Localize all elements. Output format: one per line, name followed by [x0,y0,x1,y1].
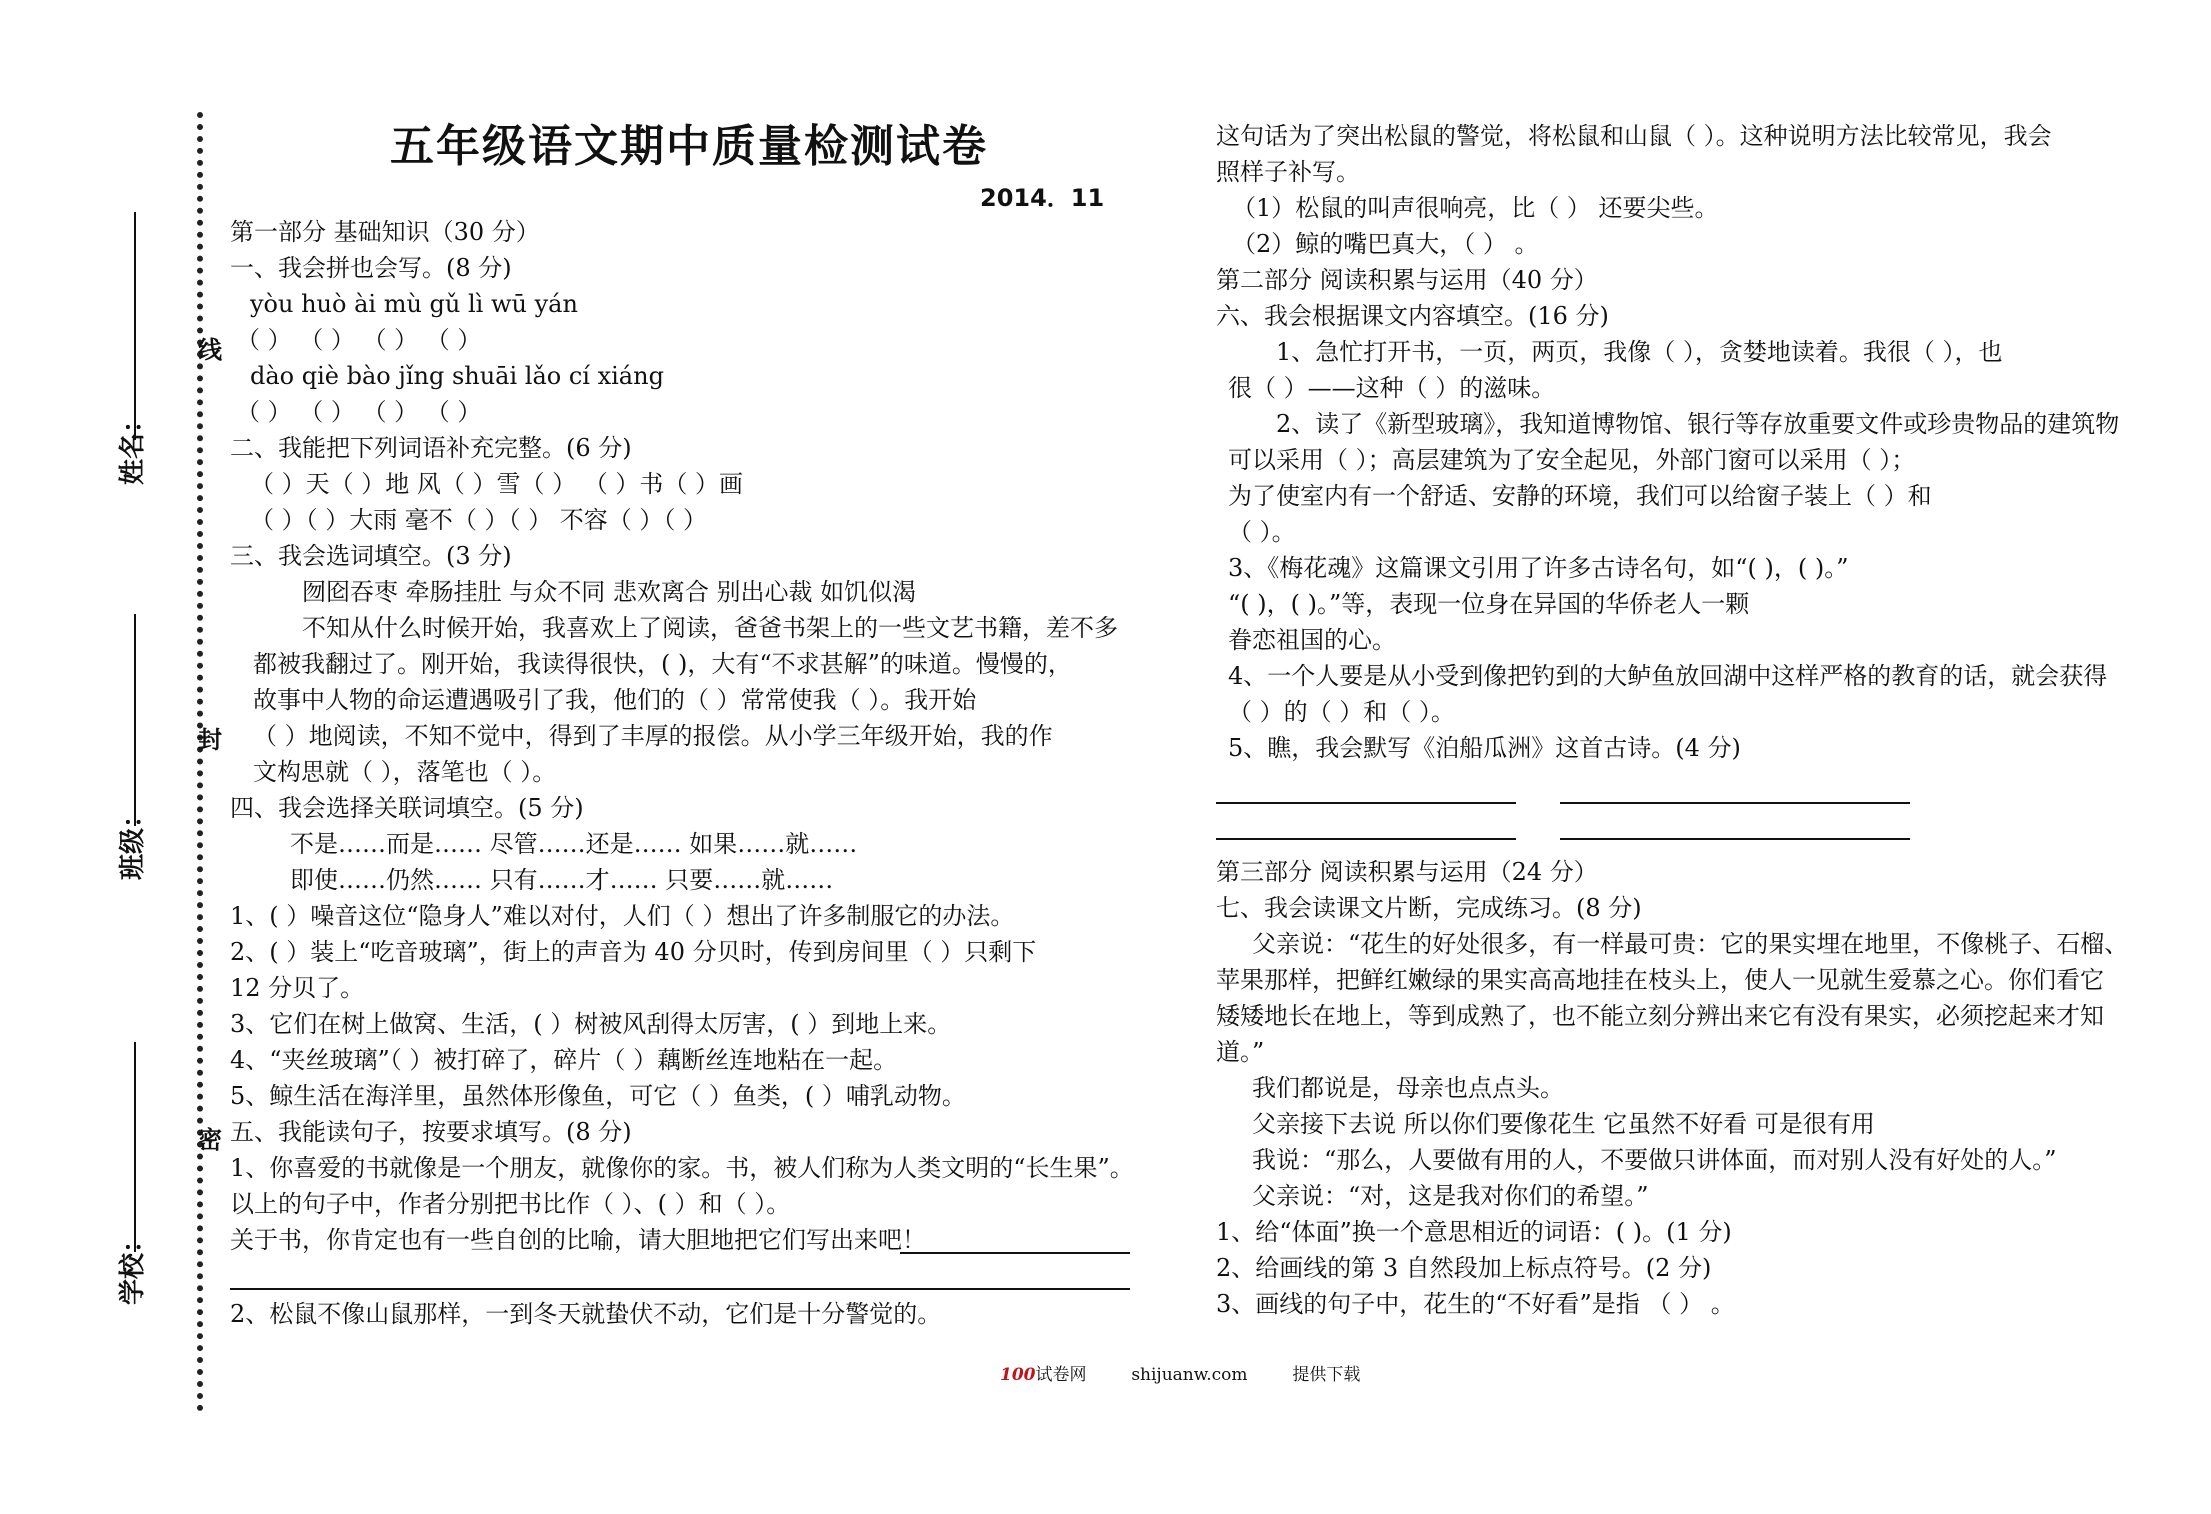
passage-line: 父亲说：“对，这是我对你们的希望。” [1252,1182,1649,1210]
question-line: 2、松鼠不像山鼠那样，一到冬天就蛰伏不动，它们是十分警觉的。 [230,1300,942,1328]
question-line[interactable]: 1、给“体面”换一个意思相近的词语：( )。(1 分) [1216,1218,1732,1246]
footer-logo: 100 [1000,1365,1036,1385]
question-line: 5、瞧，我会默写《泊船瓜洲》这首古诗。(4 分) [1228,734,1741,762]
question-line[interactable]: 很（ ）——这种（ ）的滋味。 [1228,374,1556,402]
passage-line: 我说：“那么，人要做有用的人，不要做只讲体面，而对别人没有好处的人。” [1252,1146,2057,1174]
question-line: 眷恋祖国的心。 [1228,626,1396,654]
section-heading: 四、我会选择关联词填空。(5 分) [230,794,584,822]
cut-mark-mi: 密 [198,1125,222,1154]
answer-underline[interactable] [900,1252,1130,1254]
cut-mark-xian: 线 [198,335,222,364]
passage-line: 苹果那样，把鲜红嫩绿的果实高高地挂在枝头上，使人一见就生爱慕之心。你们看它 [1216,966,2104,994]
answer-blanks-row[interactable]: （ ） （ ） （ ） （ ） [236,398,482,426]
name-field[interactable] [134,212,136,440]
poem-answer-line[interactable] [1560,838,1910,840]
question-line[interactable]: 5、鲸生活在海洋里，虽然体形像鱼，可它（ ）鱼类，( ）哺乳动物。 [230,1082,966,1110]
question-line: 1、你喜爱的书就像是一个朋友，就像你的家。书，被人们称为人类文明的“长生果”。 [230,1154,1134,1182]
name-label: 姓名： [118,406,148,485]
footer-note: 提供下载 [1292,1365,1361,1385]
section-heading: 一、我会拼也会写。(8 分) [230,254,512,282]
section-heading: 六、我会根据课文内容填空。(16 分) [1216,302,1609,330]
class-field[interactable] [134,614,136,826]
passage-line: 矮矮地长在地上，等到成熟了，也不能立刻分辨出来它有没有果实，必须挖起来才知 [1216,1002,2104,1030]
section-heading: 七、我会读课文片断，完成练习。(8 分) [1216,894,1642,922]
question-line[interactable]: （1）松鼠的叫声很响亮，比（ ） 还要尖些。 [1232,194,1719,222]
binding-dotted-line [197,112,203,1412]
question-line: 关于书，你肯定也有一些自创的比喻，请大胆地把它们写出来吧！ [230,1226,926,1254]
question-line[interactable]: 3、《梅花魂》这篇课文引用了许多古诗名句，如“( )，( )。” [1228,554,1849,582]
part1-heading: 第一部分 基础知识（30 分） [230,218,540,246]
pinyin-row: yòu huò ài mù gǔ lì wū yán [250,290,578,318]
exam-date: 2014．11 [980,184,1105,212]
question-line: 2、读了《新型玻璃》，我知道博物馆、银行等存放重要文件或珍贵物品的建筑物 [1276,410,2120,438]
page-title: 五年级语文期中质量检测试卷 [390,121,988,172]
question-line[interactable]: 1、( ）噪音这位“隐身人”难以对付，人们（ ）想出了许多制服它的办法。 [230,902,1015,930]
footer-site-name: 试卷网 [1035,1365,1087,1385]
section-heading: 二、我能把下列词语补充完整。(6 分) [230,434,632,462]
question-line[interactable]: “( )，( )。”等，表现一位身在异国的华侨老人一颗 [1228,590,1750,618]
idiom-fill-row[interactable]: （ ）（ ）大雨 毫不（ ）（ ） 不容（ ）（ ） [250,506,708,534]
question-line: 2、给画线的第 3 自然段加上标点符号。(2 分) [1216,1254,1712,1282]
question-line[interactable]: 可以采用（ ）；高层建筑为了安全起见，外部门窗可以采用（ ）； [1228,446,1916,474]
section-heading: 三、我会选词填空。(3 分) [230,542,512,570]
passage-line[interactable]: （ ）地阅读，不知不觉中，得到了丰厚的报偿。从小学三年级开始，我的作 [253,722,1053,750]
passage-line: 不知从什么时候开始，我喜欢上了阅读，爸爸书架上的一些文艺书籍，差不多 [302,614,1118,642]
part3-heading: 第三部分 阅读积累与运用（24 分） [1216,858,1598,886]
cut-mark-feng: 封 [198,725,222,754]
conjunction-options: 即使……仍然…… 只有……才…… 只要……就…… [290,866,834,894]
answer-blanks-row[interactable]: （ ） （ ） （ ） （ ） [236,326,482,354]
passage-line[interactable]: 文构思就（ ），落笔也（ ）。 [253,758,557,786]
pinyin-row: dào qiè bào jǐng shuāi lǎo cí xiáng [250,362,664,390]
answer-underline[interactable] [230,1288,1130,1290]
question-line[interactable]: 3、它们在树上做窝、生活，( ）树被风刮得太厉害，( ）到地上来。 [230,1010,952,1038]
passage-line: 父亲接下去说 所以你们要像花生 它虽然不好看 可是很有用 [1252,1110,1875,1138]
word-choices: 囫囵吞枣 牵肠挂肚 与众不同 悲欢离合 别出心裁 如饥似渴 [302,578,917,606]
question-line[interactable]: （ ）。 [1228,518,1296,546]
question-line[interactable]: 3、画线的句子中，花生的“不好看”是指 （ ） 。 [1216,1290,1735,1318]
section-heading: 五、我能读句子，按要求填写。(8 分) [230,1118,632,1146]
poem-answer-line[interactable] [1216,802,1516,804]
question-line[interactable]: （ ）的（ ）和（ ）。 [1228,698,1455,726]
question-line[interactable]: 1、急忙打开书，一页，两页，我像（ ），贪婪地读着。我很（ ），也 [1276,338,2003,366]
passage-line[interactable]: 都被我翻过了。刚开始，我读得很快，( )，大有“不求甚解”的味道。慢慢的， [253,650,1072,678]
question-line: 照样子补写。 [1216,158,1360,186]
question-line[interactable]: 以上的句子中，作者分别把书比作（ ）、( ）和（ ）。 [230,1190,791,1218]
class-label: 班级： [118,801,148,880]
idiom-fill-row[interactable]: （ ）天（ ）地 风（ ）雪（ ） （ ）书（ ）画 [250,470,744,498]
question-line: 12 分贝了。 [230,974,365,1002]
question-line[interactable]: （2）鲸的嘴巴真大，（ ） 。 [1232,230,1539,258]
passage-line[interactable]: 故事中人物的命运遭遇吸引了我，他们的（ ）常常使我（ ）。我开始 [253,686,977,714]
part2-heading: 第二部分 阅读积累与运用（40 分） [1216,266,1598,294]
footer-url[interactable]: shijuanw.com [1131,1365,1248,1385]
poem-answer-line[interactable] [1216,838,1516,840]
question-line[interactable]: 4、“夹丝玻璃”（ ）被打碎了，碎片（ ）藕断丝连地粘在一起。 [230,1046,898,1074]
poem-answer-line[interactable] [1560,802,1910,804]
footer [1000,1360,1360,1385]
school-field[interactable] [134,1042,136,1252]
question-line[interactable]: 2、( ）装上“吃音玻璃”，街上的声音为 40 分贝时，传到房间里（ ）只剩下 [230,938,1037,966]
question-line[interactable]: 为了使室内有一个舒适、安静的环境，我们可以给窗子装上（ ）和 [1228,482,1932,510]
question-line: 4、一个人要是从小受到像把钓到的大鲈鱼放回湖中这样严格的教育的话，就会获得 [1228,662,2108,690]
conjunction-options: 不是……而是…… 尽管……还是…… 如果……就…… [290,830,858,858]
school-label: 学校： [118,1226,148,1305]
passage-line: 道。” [1216,1038,1265,1066]
passage-line: 我们都说是，母亲也点点头。 [1252,1074,1564,1102]
question-line[interactable]: 这句话为了突出松鼠的警觉，将松鼠和山鼠（ ）。这种说明方法比较常见，我会 [1216,122,2052,150]
passage-line: 父亲说：“花生的好处很多，有一样最可贵：它的果实埋在地里，不像桃子、石榴、 [1252,930,2129,958]
